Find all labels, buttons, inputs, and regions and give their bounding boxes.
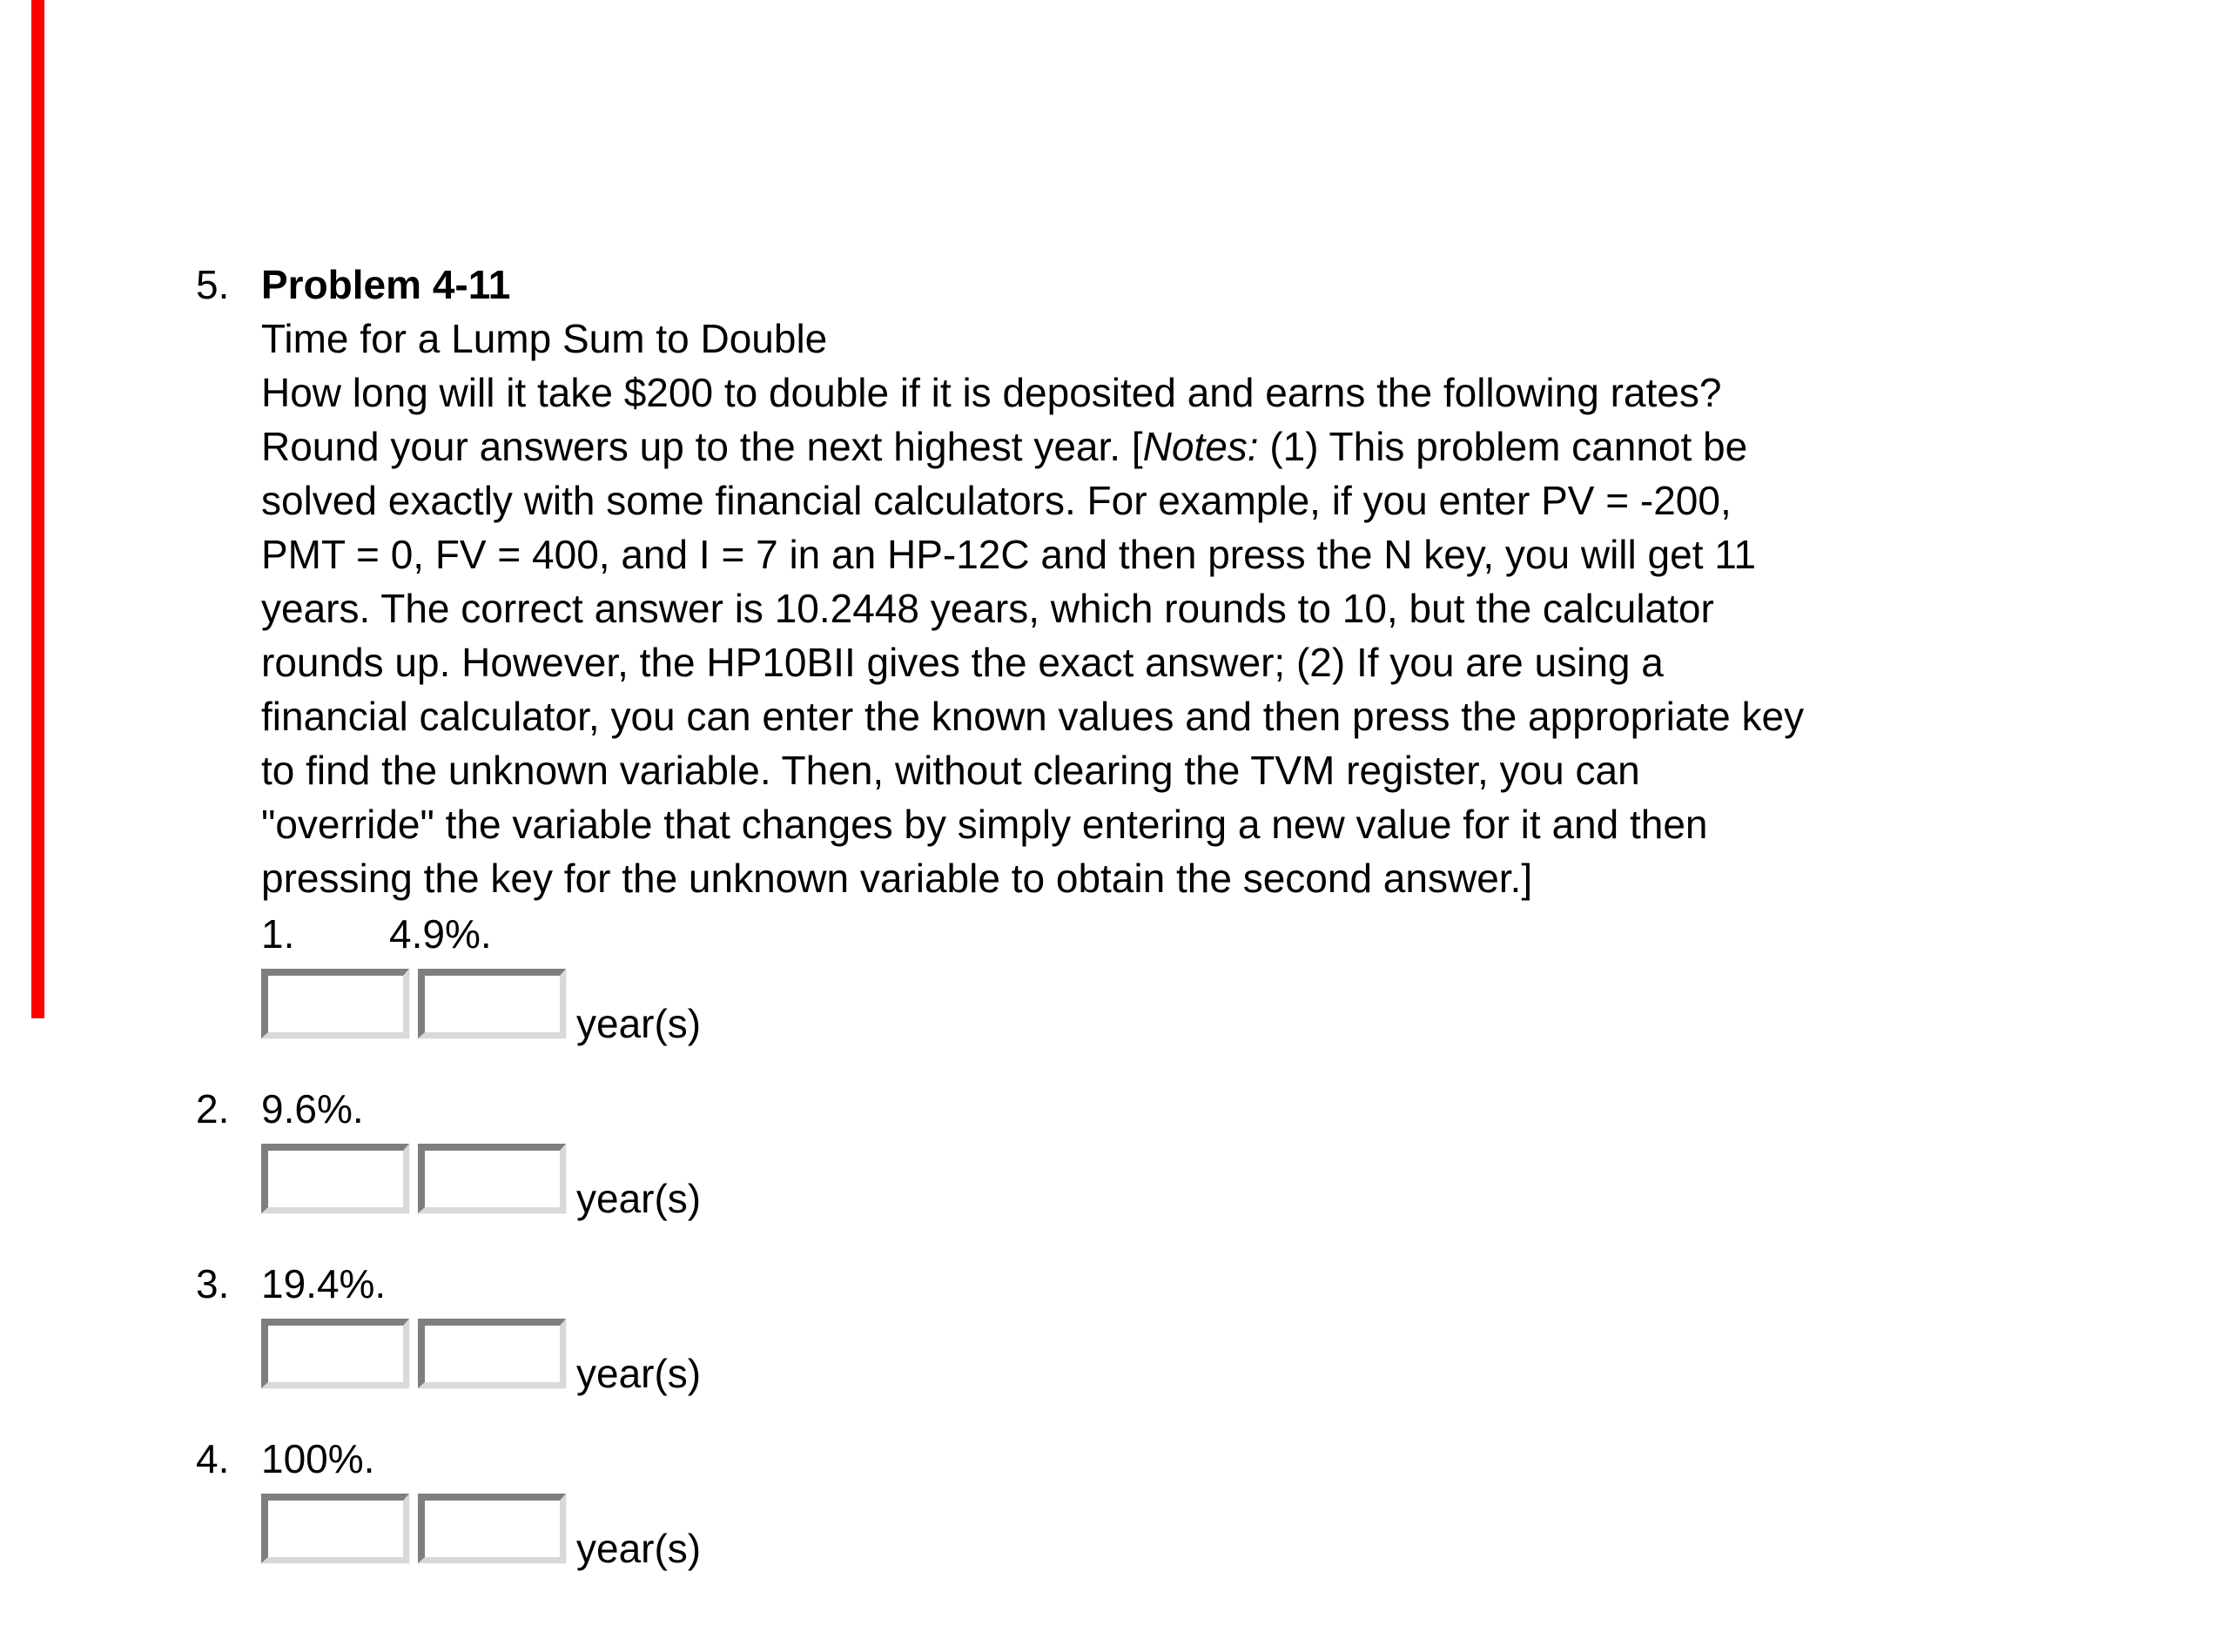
notes-pre: Round your answers up to the next highest year. [	[261, 424, 1143, 469]
problem-body-line: rounds up. However, the HP10BII gives the exact answer; (2) If you are using a	[261, 640, 1664, 685]
part-rate: 4.9%.	[389, 911, 492, 957]
part-number: 3.	[196, 1261, 230, 1306]
part-number: 4.	[196, 1436, 230, 1481]
problem-document	[196, 258, 2068, 1571]
year-label: year(s)	[576, 1001, 702, 1046]
red-margin-bar	[31, 0, 44, 1018]
part-rate: 9.6%.	[261, 1086, 364, 1132]
problem-body-line: solved exactly with some financial calculators. For example, if you enter PV = -200,	[261, 478, 1732, 523]
part-1-answer-row	[261, 965, 2068, 1046]
part-1-answer-input-1[interactable]	[261, 969, 409, 1038]
part-2-answer-row	[261, 1140, 2068, 1221]
part-4-answer-input-1[interactable]	[261, 1494, 409, 1563]
problem-number: 5.	[196, 262, 230, 307]
problem-body-line: PMT = 0, FV = 400, and I = 7 in an HP-12C and then press the N key, you will get 11	[261, 532, 1757, 577]
problem-subtitle: Time for a Lump Sum to Double	[261, 316, 828, 361]
part-1-heading	[261, 907, 2068, 961]
notes-italic: Notes:	[1142, 424, 1259, 469]
problem-body-line: years. The correct answer is 10.2448 years, which rounds to 10, but the calculator	[261, 586, 1714, 631]
year-label: year(s)	[576, 1526, 702, 1571]
problem-body-line: "override" the variable that changes by simply entering a new value for it and then	[261, 802, 1708, 847]
part-3-block	[196, 1257, 2068, 1396]
part-rate: 100%.	[261, 1436, 375, 1481]
problem-body-line	[261, 420, 2068, 473]
part-number: 1.	[261, 911, 295, 957]
part-4-answer-row	[261, 1490, 2068, 1571]
part-4-block	[196, 1432, 2068, 1571]
year-label: year(s)	[576, 1176, 702, 1221]
notes-post: (1) This problem cannot be	[1258, 424, 1748, 469]
problem-body-line: financial calculator, you can enter the known values and then press the appropriate key	[261, 694, 1805, 739]
problem-block	[196, 258, 2068, 1046]
part-3-answer-row	[261, 1315, 2068, 1396]
problem-body-line: pressing the key for the unknown variable to obtain the second answer.]	[261, 856, 1533, 901]
problem-title: Problem 4-11	[261, 262, 511, 307]
problem-body-line: How long will it take $200 to double if it is deposited and earns the following rates?	[261, 370, 1722, 415]
problem-body-line: to find the unknown variable. Then, without clearing the TVM register, you can	[261, 748, 1640, 793]
part-2-answer-input-2[interactable]	[418, 1144, 566, 1213]
part-2-block	[196, 1082, 2068, 1221]
part-rate: 19.4%.	[261, 1261, 387, 1306]
part-3-answer-input-2[interactable]	[418, 1319, 566, 1388]
part-4-answer-input-2[interactable]	[418, 1494, 566, 1563]
part-3-answer-input-1[interactable]	[261, 1319, 409, 1388]
part-1-answer-input-2[interactable]	[418, 969, 566, 1038]
year-label: year(s)	[576, 1351, 702, 1396]
part-number: 2.	[196, 1086, 230, 1132]
part-2-answer-input-1[interactable]	[261, 1144, 409, 1213]
